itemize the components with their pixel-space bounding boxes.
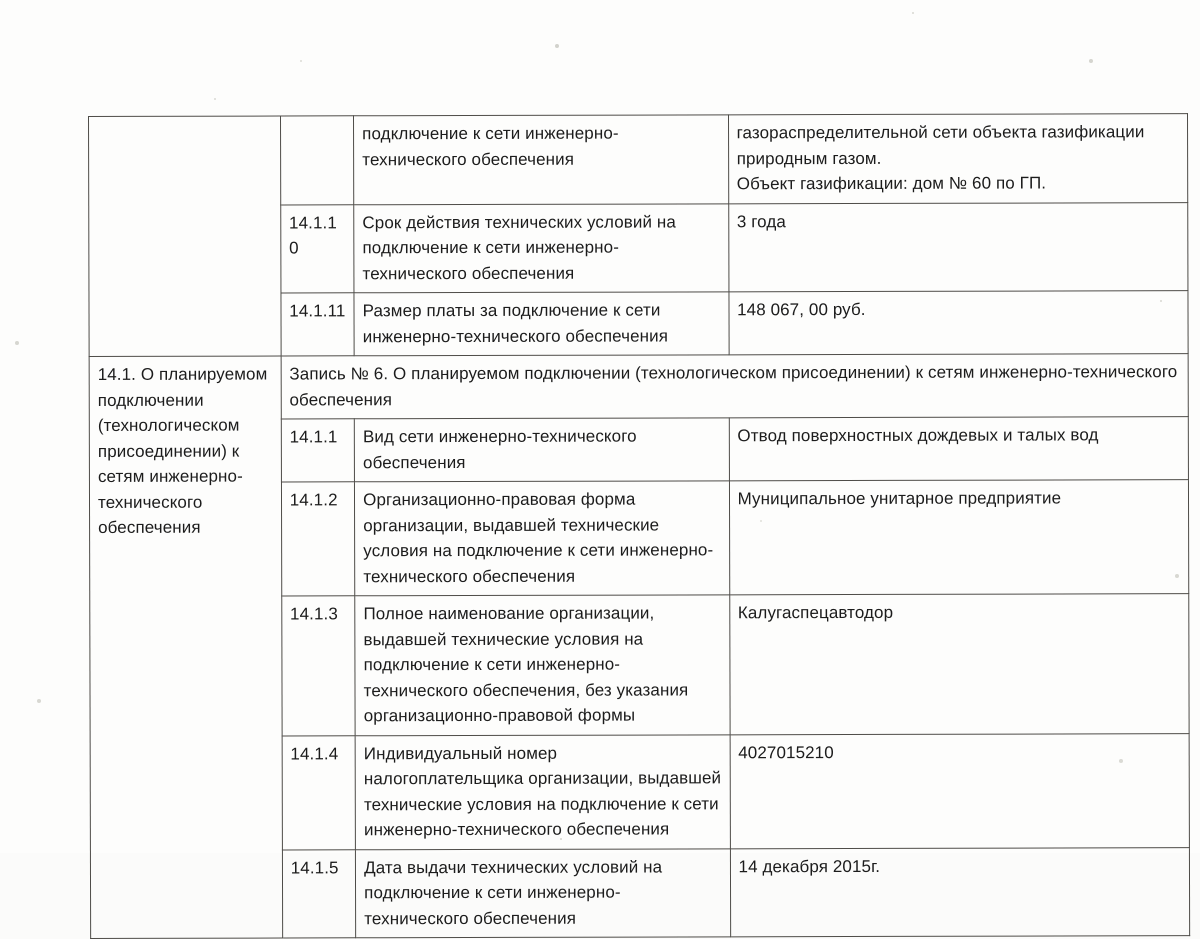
row-value-cell: газораспределительной сети объекта газификации природным газом. Объект газификации: дом № 60 по ГП. xyxy=(728,114,1188,204)
row-number-cell: 14.1.5 xyxy=(282,849,356,938)
row-number-cell: 14.1.1 xyxy=(281,419,355,482)
table-row xyxy=(89,114,1188,205)
row-value-cell: 148 067, 00 руб. xyxy=(729,291,1189,355)
declaration-table xyxy=(88,113,1190,939)
row-label-cell: Размер платы за подключение к сети инженерно-технического обеспечения xyxy=(354,292,729,356)
row-number-cell: 14.1.3 xyxy=(281,596,355,736)
row-value-cell: Калугаспецавтодор xyxy=(729,594,1189,735)
row-value-cell: Муниципальное унитарное предприятие xyxy=(729,480,1189,595)
row-label-cell: Полное наименование организации, выдавшей технические условия на подключение к сети инженерно-технического обеспечения, без указания организационно-правовой формы xyxy=(355,595,730,735)
row-label-cell: Вид сети инженерно-технического обеспечения xyxy=(354,418,729,482)
row-number-cell: 14.1.11 xyxy=(281,293,355,356)
scan-noise-speckles xyxy=(0,0,2,2)
record-header-cell: Запись № 6. О планируемом подключении (технологическом присоединении) к сетям инженерно-технического обеспечения xyxy=(281,354,1188,419)
row-value-cell: Отвод поверхностных дождевых и талых вод xyxy=(729,417,1189,481)
row-label-cell: Дата выдачи технических условий на подключение к сети инженерно-технического обеспечения xyxy=(356,848,731,937)
row-value-cell: 14 декабря 2015г. xyxy=(730,847,1190,937)
section-label-cell: 14.1. О планируемом подключении (технологическом присоединении) к сетям инженерно-технического обеспечения xyxy=(89,356,282,938)
row-number-cell: 14.1.2 xyxy=(281,482,355,596)
row-value-cell: 3 года xyxy=(728,202,1188,292)
row-number-cell xyxy=(280,116,354,205)
row-value-cell: 4027015210 xyxy=(730,733,1190,848)
row-label-cell: Организационно-правовая форма организации, выдавшей технические условия на подключение к сети инженерно-технического обеспечения xyxy=(355,481,730,596)
row-label-cell: Индивидуальный номер налогоплательщика организации, выдавшей технические условия на подключение к сети инженерно-технического обеспечения xyxy=(355,734,730,849)
row-label-cell: Срок действия технических условий на подключение к сети инженерно-технического обеспечения xyxy=(354,203,729,292)
section-cell-empty xyxy=(89,116,281,357)
row-number-cell: 14.1.4 xyxy=(282,735,356,849)
row-number-cell: 14.1.10 xyxy=(280,204,354,293)
row-label-cell: подключение к сети инженерно-технического обеспечения xyxy=(354,115,729,204)
table-row xyxy=(89,354,1188,420)
